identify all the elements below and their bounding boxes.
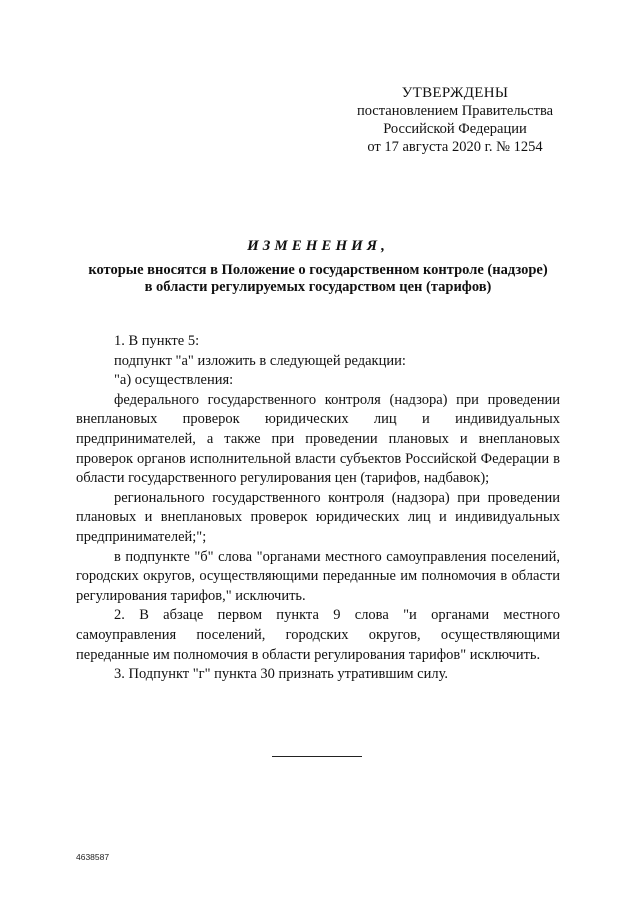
paragraph: федерального государственного контроля (надзора) при проведении внеплановых проверок юридических лиц и индивидуальных предпринимателей, а также при проведении плановых и внеплановых проверок органов исполнительной власти субъектов Российской Федерации в области государственного регулирования цен (тарифов, надбавок); [76, 391, 560, 487]
document-body [76, 332, 560, 685]
paragraph: 2. В абзаце первом пункта 9 слова "и органами местного самоуправления поселений, городских округов, осуществляющими переданные им полномочия в области регулирования тарифов" исключить. [76, 607, 560, 663]
closing-divider [272, 756, 362, 757]
paragraph: регионального государственного контроля (надзора) при проведении плановых и внеплановых проверок юридических лиц и индивидуальных предпринимателей;"; [76, 489, 560, 545]
document-title [76, 236, 560, 296]
title-subtitle-line-2: в области регулируемых государством цен (тарифов) [144, 279, 492, 295]
approval-line-date-number: от 17 августа 2020 г. № 1254 [367, 139, 543, 155]
approval-line-resolution: постановлением Правительства [356, 103, 554, 119]
paragraph: подпункт "а" изложить в следующей редакции: [114, 352, 406, 369]
title-main: ИЗМЕНЕНИЯ, [247, 238, 389, 254]
document-code: 4638587 [76, 852, 110, 862]
approval-stamp [340, 84, 570, 156]
paragraph: "а) осуществления: [114, 372, 234, 389]
paragraph: 1. В пункте 5: [114, 333, 200, 349]
approval-line-federation: Российской Федерации [383, 121, 527, 137]
title-subtitle-line-1: которые вносятся в Положение о государственном контроле (надзоре) [88, 262, 548, 278]
paragraph: 3. Подпункт "г" пункта 30 признать утратившим силу. [114, 666, 448, 683]
paragraph: в подпункте "б" слова "органами местного самоуправления поселений, городских округов, осуществляющими переданные им полномочия в области регулирования тарифов," исключить. [76, 548, 560, 604]
approval-heading: УТВЕРЖДЕНЫ [401, 85, 509, 101]
